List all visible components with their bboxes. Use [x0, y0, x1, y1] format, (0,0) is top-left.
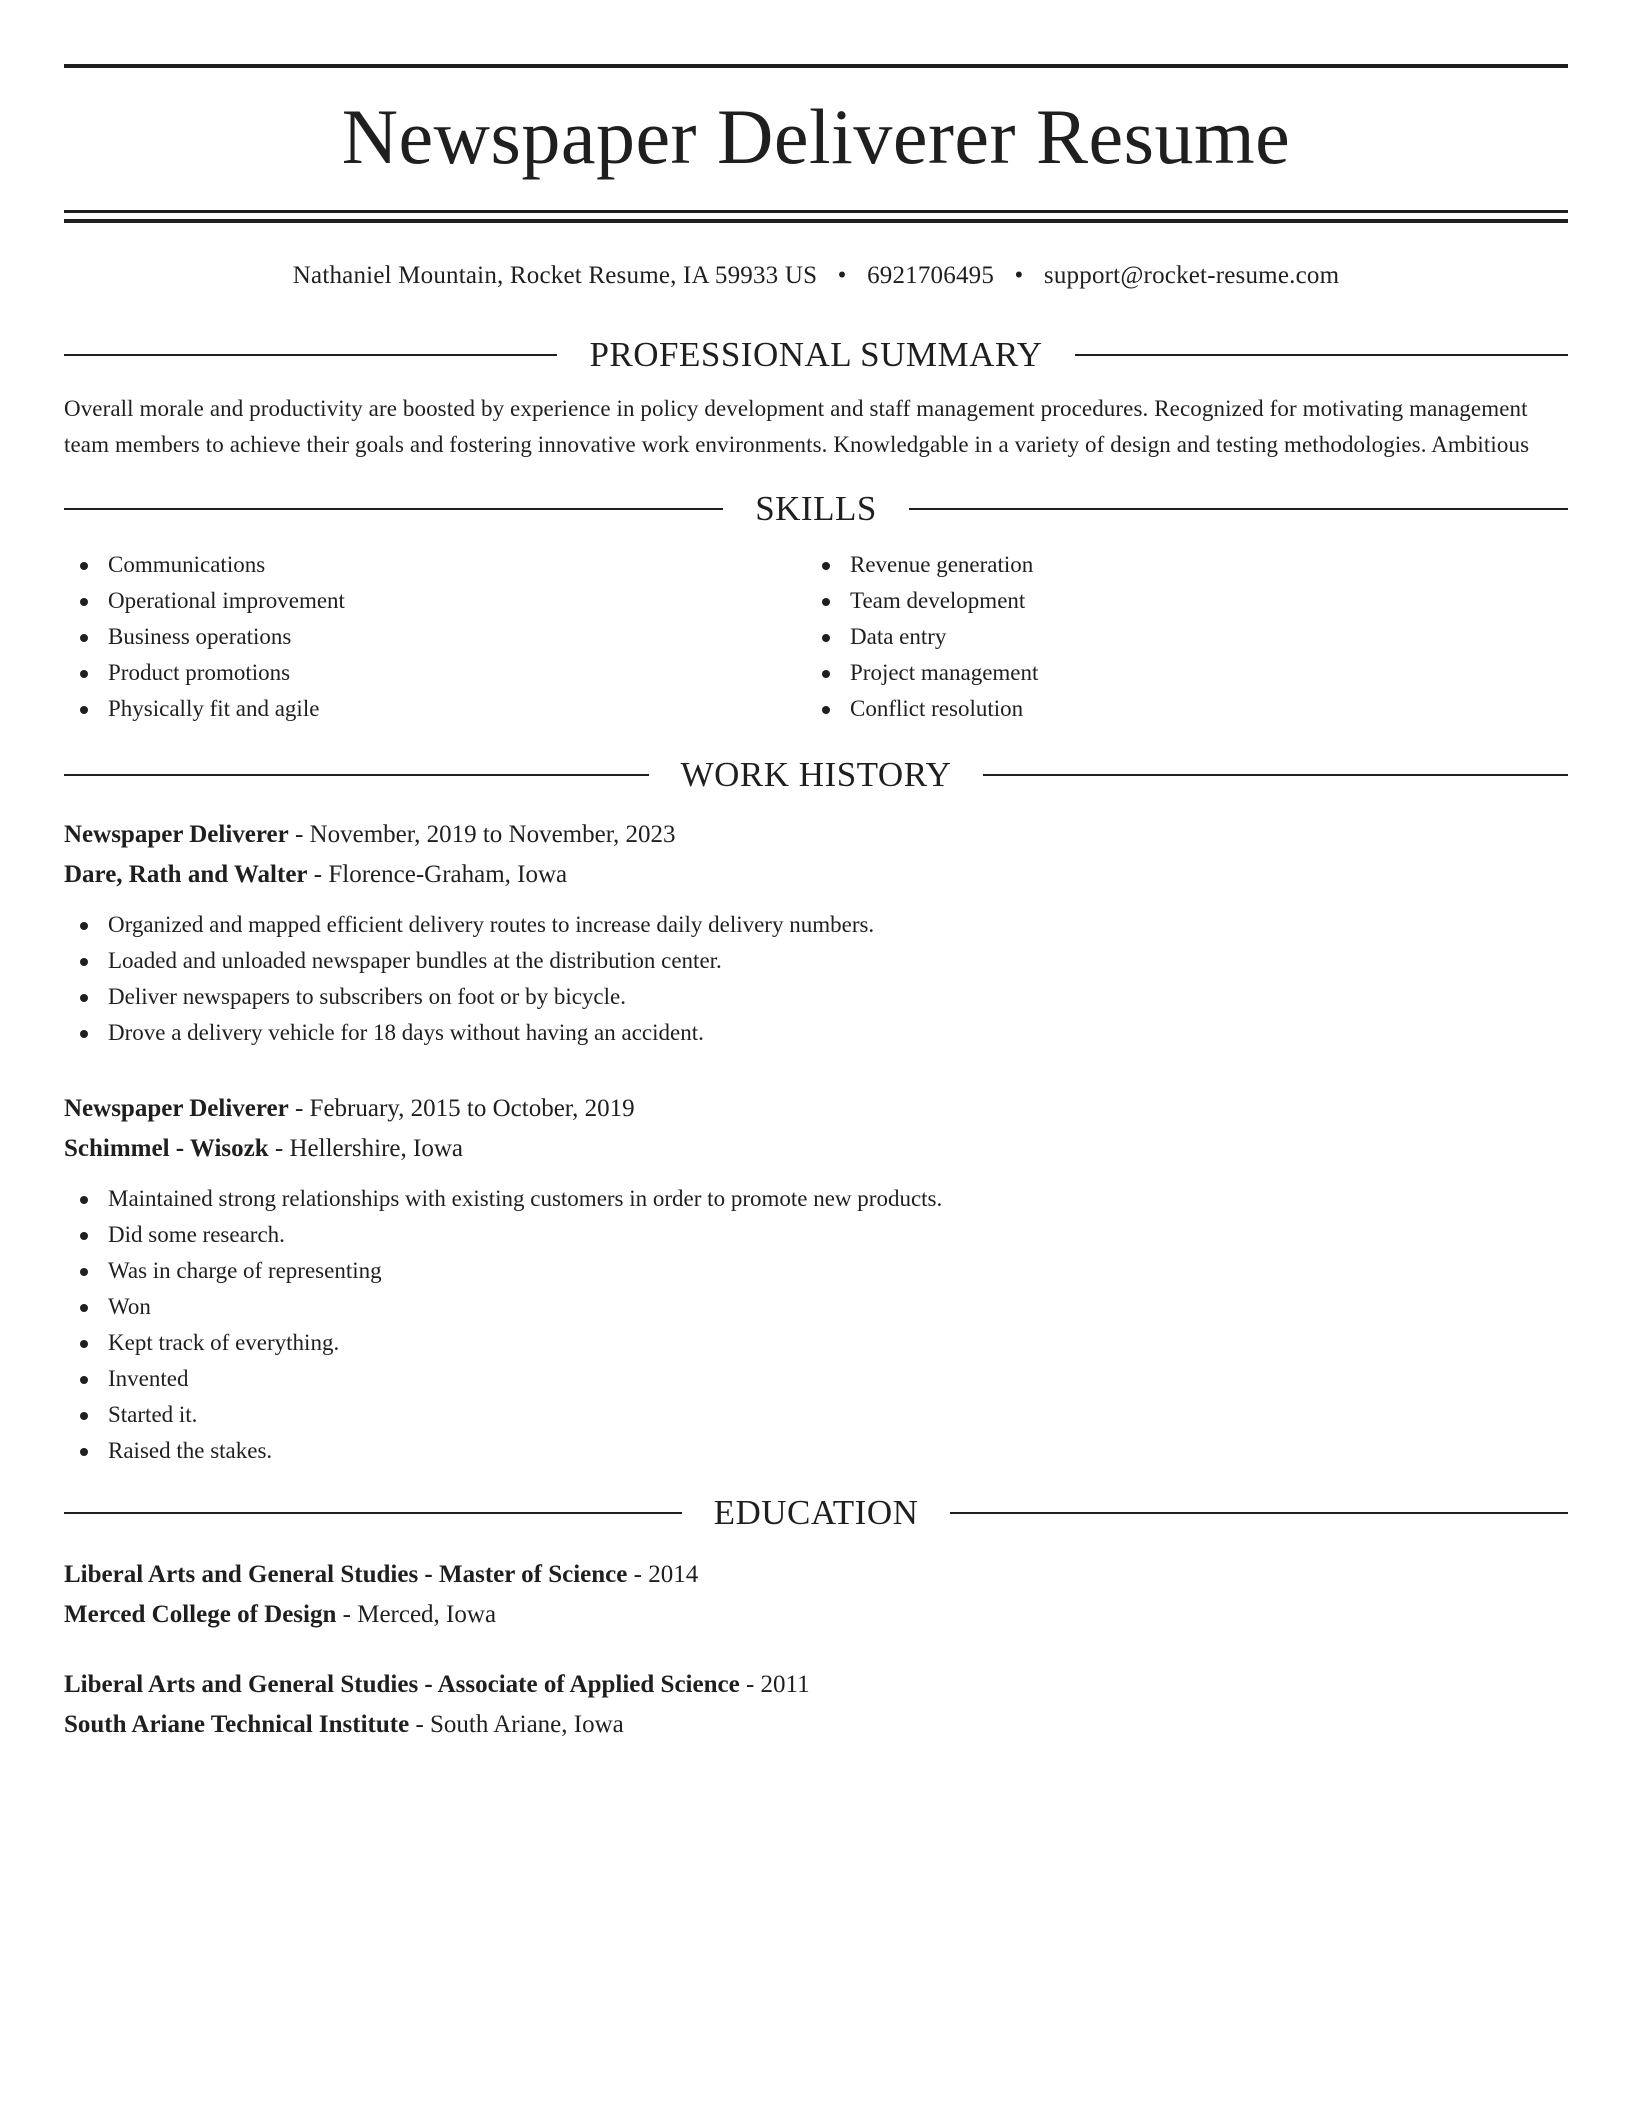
- list-item: Product promotions: [64, 655, 806, 691]
- job-company: Dare, Rath and Walter: [64, 861, 308, 888]
- degree-line: [64, 1555, 1568, 1595]
- list-item: Conflict resolution: [806, 691, 1548, 727]
- list-item: Team development: [806, 583, 1548, 619]
- title-rule-lower: [64, 219, 1568, 223]
- contact-phone: 6921706495: [867, 262, 995, 289]
- list-item: Business operations: [64, 619, 806, 655]
- job-dash: -: [313, 861, 323, 888]
- school-location: South Ariane, Iowa: [430, 1711, 624, 1738]
- degree-line: [64, 1665, 1568, 1705]
- job-entry: [64, 1089, 1568, 1469]
- job-dates: February, 2015 to October, 2019: [309, 1095, 635, 1122]
- title-rule-upper: [64, 210, 1568, 213]
- job-dash: -: [294, 1095, 304, 1122]
- skills-column-left: [64, 547, 806, 727]
- job-bullets: [64, 1181, 1568, 1469]
- heading-rule: [1075, 354, 1568, 356]
- section-title: SKILLS: [755, 489, 877, 528]
- list-item: Revenue generation: [806, 547, 1548, 583]
- education-heading: [64, 1491, 1568, 1535]
- education-entry: [64, 1665, 1568, 1745]
- list-item: Organized and mapped efficient delivery routes to increase daily delivery numbers.: [64, 907, 1568, 943]
- list-item: Won: [64, 1289, 1568, 1325]
- job-title: Newspaper Deliverer: [64, 821, 289, 848]
- heading-rule: [909, 508, 1568, 510]
- job-title-line: [64, 1089, 1568, 1129]
- skills-list: [64, 547, 1568, 727]
- list-item: Data entry: [806, 619, 1548, 655]
- page-title: Newspaper Deliverer Resume: [341, 93, 1291, 180]
- job-company-line: [64, 855, 1568, 895]
- resume-page: [64, 64, 1568, 1745]
- heading-rule: [64, 354, 557, 356]
- top-rule: [64, 64, 1568, 68]
- degree-year: 2011: [760, 1671, 810, 1698]
- contact-address: Nathaniel Mountain, Rocket Resume, IA 59933 US: [292, 262, 818, 289]
- list-item: Project management: [806, 655, 1548, 691]
- list-item: Started it.: [64, 1397, 1568, 1433]
- school-line: [64, 1595, 1568, 1635]
- contact-line: [64, 259, 1568, 293]
- section-title: PROFESSIONAL SUMMARY: [589, 335, 1043, 374]
- contact-email: support@rocket-resume.com: [1043, 262, 1340, 289]
- school-location: Merced, Iowa: [357, 1601, 497, 1628]
- job-company-line: [64, 1129, 1568, 1169]
- school: Merced College of Design: [64, 1601, 337, 1628]
- heading-rule: [64, 1512, 682, 1514]
- list-item: Invented: [64, 1361, 1568, 1397]
- skills-column-right: [806, 547, 1548, 727]
- heading-rule: [950, 1512, 1568, 1514]
- skills-heading: [64, 487, 1568, 531]
- heading-rule: [64, 508, 723, 510]
- job-company: Schimmel - Wisozk: [64, 1135, 269, 1162]
- degree: Liberal Arts and General Studies - Associate of Applied Science: [64, 1671, 740, 1698]
- work-heading: [64, 753, 1568, 797]
- list-item: Raised the stakes.: [64, 1433, 1568, 1469]
- list-item: Maintained strong relationships with existing customers in order to promote new products.: [64, 1181, 1568, 1217]
- school-line: [64, 1705, 1568, 1745]
- list-item: Operational improvement: [64, 583, 806, 619]
- list-item: Physically fit and agile: [64, 691, 806, 727]
- contact-separator: •: [1014, 262, 1024, 289]
- edu-dash: -: [633, 1561, 642, 1588]
- edu-dash: -: [745, 1671, 755, 1698]
- summary-text: Overall morale and productivity are boosted by experience in policy development and staff management procedures. Recognized for motivating management team members to achieve their goals and fostering innovative work environments. Knowledgable in a variety of design and testing methodologies. Ambitious: [64, 396, 1530, 457]
- job-location: Florence-Graham, Iowa: [328, 861, 568, 888]
- list-item: Deliver newspapers to subscribers on foot or by bicycle.: [64, 979, 1568, 1015]
- school: South Ariane Technical Institute: [64, 1711, 410, 1738]
- job-entry: [64, 815, 1568, 1051]
- list-item: Kept track of everything.: [64, 1325, 1568, 1361]
- heading-rule: [64, 774, 649, 776]
- edu-dash: -: [342, 1601, 351, 1628]
- job-dash: -: [274, 1135, 284, 1162]
- degree-year: 2014: [648, 1561, 699, 1588]
- job-dates: November, 2019 to November, 2023: [309, 821, 676, 848]
- job-location: Hellershire, Iowa: [289, 1135, 464, 1162]
- education-entry: [64, 1555, 1568, 1635]
- degree: Liberal Arts and General Studies - Master of Science: [64, 1561, 628, 1588]
- job-title-line: [64, 815, 1568, 855]
- section-title: EDUCATION: [713, 1493, 919, 1532]
- list-item: Did some research.: [64, 1217, 1568, 1253]
- job-title: Newspaper Deliverer: [64, 1095, 289, 1122]
- list-item: Drove a delivery vehicle for 18 days without having an accident.: [64, 1015, 1568, 1051]
- job-bullets: [64, 907, 1568, 1051]
- list-item: Communications: [64, 547, 806, 583]
- summary-heading: [64, 333, 1568, 377]
- section-title: WORK HISTORY: [680, 755, 952, 794]
- edu-dash: -: [415, 1711, 424, 1738]
- contact-separator: •: [837, 262, 847, 289]
- list-item: Was in charge of representing: [64, 1253, 1568, 1289]
- heading-rule: [983, 774, 1568, 776]
- job-dash: -: [294, 821, 304, 848]
- list-item: Loaded and unloaded newspaper bundles at the distribution center.: [64, 943, 1568, 979]
